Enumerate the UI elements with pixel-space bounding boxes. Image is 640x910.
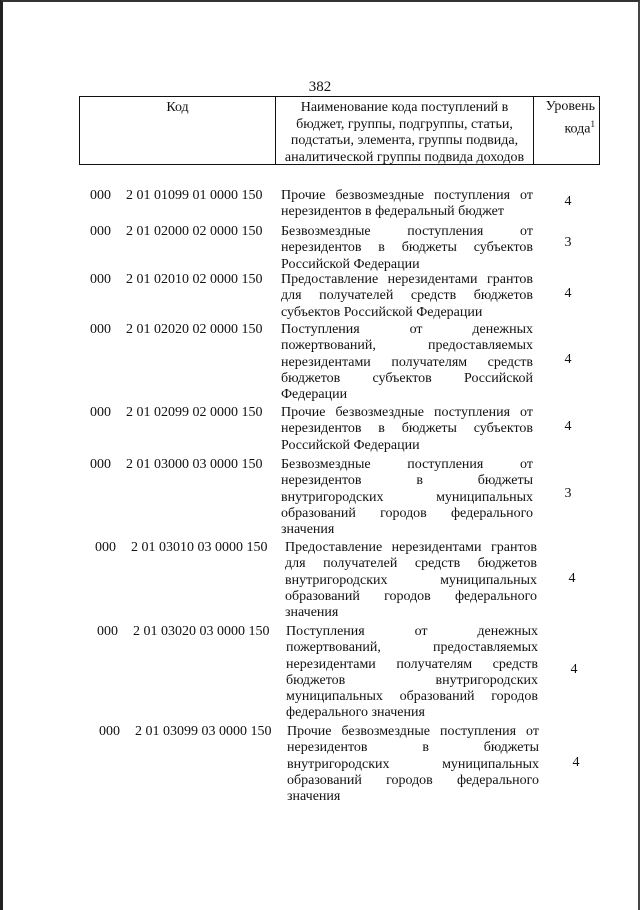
name-line: Прочие безвозмездные поступления от — [287, 724, 539, 739]
code-level: 4 — [572, 755, 580, 770]
income-code: 2 01 02010 02 0000 150 — [126, 272, 263, 287]
name-line: муниципальных образований городов — [286, 689, 538, 705]
admin-code: 000 — [95, 540, 116, 555]
name-line: Безвозмездные поступления от — [281, 457, 533, 472]
income-name — [285, 540, 537, 621]
name-line: пожертвований, предоставляемых — [281, 338, 533, 354]
code-level: 3 — [564, 486, 572, 501]
name-line: нерезидентов в федеральный бюджет — [281, 204, 504, 220]
name-line: образований городов федерального — [287, 772, 539, 788]
name-line: значения — [287, 789, 341, 805]
income-code: 2 01 03000 03 0000 150 — [126, 457, 263, 472]
page-number: 382 — [308, 79, 332, 95]
name-line: для получателей средств бюджетов — [285, 556, 537, 572]
admin-code: 000 — [90, 457, 111, 472]
income-code: 2 01 01099 01 0000 150 — [126, 188, 263, 203]
name-line: образований городов федерального — [281, 505, 533, 521]
income-name — [281, 457, 533, 538]
name-line: значения — [285, 605, 339, 621]
name-line: внутригородских муниципальных — [285, 572, 537, 588]
name-line: для получателей средств бюджетов — [281, 288, 533, 304]
name-line: Предоставление нерезидентами грантов — [281, 272, 533, 287]
code-level: 4 — [564, 194, 572, 209]
code-level: 4 — [570, 662, 578, 677]
name-line: Российской Федерации — [281, 256, 420, 272]
code-level: 4 — [564, 352, 572, 367]
code-level: 4 — [564, 419, 572, 434]
name-line: нерезидентами получателям средств — [281, 354, 533, 370]
name-line: федерального значения — [286, 705, 425, 721]
header-code: Код — [80, 97, 276, 164]
admin-code: 000 — [90, 405, 111, 420]
admin-code: 000 — [97, 624, 118, 639]
income-code: 2 01 02020 02 0000 150 — [126, 322, 263, 337]
name-line: образований городов федерального — [285, 588, 537, 604]
name-line: Прочие безвозмездные поступления от — [281, 188, 533, 203]
name-line: Поступления от денежных — [281, 322, 533, 337]
table-header — [79, 96, 600, 165]
name-line: Федерации — [281, 387, 348, 403]
name-line: внутригородских муниципальных — [287, 756, 539, 772]
name-line: Прочие безвозмездные поступления от — [281, 405, 533, 420]
header-level-label: Уровень кода — [545, 99, 595, 137]
income-code: 2 01 03020 03 0000 150 — [133, 624, 270, 639]
income-code: 2 01 02000 02 0000 150 — [126, 224, 263, 239]
income-name — [287, 724, 539, 805]
name-line: бюджетов субъектов Российской — [281, 370, 533, 386]
name-line: Российской Федерации — [281, 437, 420, 453]
name-line: Безвозмездные поступления от — [281, 224, 533, 239]
income-code: 2 01 03010 03 0000 150 — [131, 540, 268, 555]
code-level: 4 — [564, 286, 572, 301]
income-name — [281, 405, 533, 454]
name-line: нерезидентов в бюджеты — [287, 740, 539, 756]
header-name: Наименование кода поступлений в бюджет, группы, подгруппы, статьи, подстатьи, элемента, группы подвида, аналитической группы подвида доходов — [276, 97, 534, 164]
admin-code: 000 — [90, 272, 111, 287]
income-name — [286, 624, 538, 722]
admin-code: 000 — [99, 724, 120, 739]
name-line: Поступления от денежных — [286, 624, 538, 639]
income-name — [281, 272, 533, 321]
income-name — [281, 224, 533, 273]
name-line: нерезидентов в бюджеты субъектов — [281, 240, 533, 256]
income-name — [281, 188, 533, 221]
name-line: пожертвований, предоставляемых — [286, 640, 538, 656]
income-code: 2 01 02099 02 0000 150 — [126, 405, 263, 420]
name-line: бюджетов внутригородских — [286, 672, 538, 688]
name-line: Предоставление нерезидентами грантов — [285, 540, 537, 555]
header-level — [534, 97, 599, 164]
name-line: нерезидентов в бюджеты субъектов — [281, 421, 533, 437]
name-line: нерезидентами получателям средств — [286, 656, 538, 672]
name-line: нерезидентов в бюджеты — [281, 473, 533, 489]
name-line: значения — [281, 522, 335, 538]
income-name — [281, 322, 533, 403]
admin-code: 000 — [90, 322, 111, 337]
admin-code: 000 — [90, 224, 111, 239]
footnote-marker: 1 — [590, 118, 595, 129]
code-level: 3 — [564, 235, 572, 250]
name-line: субъектов Российской Федерации — [281, 304, 483, 320]
income-code: 2 01 03099 03 0000 150 — [135, 724, 272, 739]
name-line: внутригородских муниципальных — [281, 489, 533, 505]
admin-code: 000 — [90, 188, 111, 203]
code-level: 4 — [568, 571, 576, 586]
